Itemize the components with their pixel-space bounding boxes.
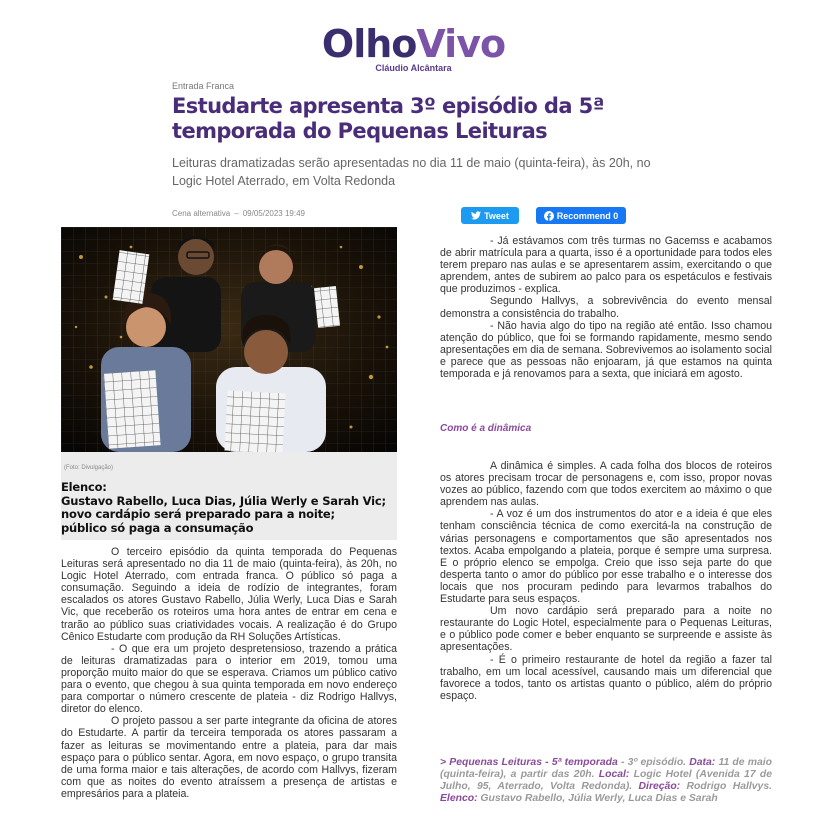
paragraph: - O que era um projeto despretensioso, trazendo a prática de leituras dramatizadas para o interior em 2019, tomou uma proporção muito maior do que se esperava. Criamos um público cativo para o evento, que chegou à sua quinta temporada em novo endereço para comportar o número crescente de plateia - diz Rodrigo Hallvys, diretor do elenco. [61,642,397,716]
cast-caption-line: Gustavo Rabello, Luca Dias, Júlia Werly e Sarah Vic; [61,493,386,508]
logo-subtitle: Cláudio Alcântara [375,63,452,73]
paragraph: - É o primeiro restaurante de hotel da região a fazer tal trabalho, em um local acessível, causando mais um diferencial que favorece a todos, tanto os artistas quanto o público, além do próprio espaço. [440,653,772,702]
cast-caption-line: novo cardápio será preparado para a noite; [61,507,335,521]
byline [172,209,305,218]
paragraph: - Já estávamos com três turmas no Gacemss e acabamos de abrir matrícula para a quarta, isso é a oportunidade para todos eles terem preparo nas aulas e se apresentarem assim, exercitando o que aprendem, antes de subirem ao palco para os espetáculos e festivais que produzimos - explica. [440,235,772,296]
facebook-recommend-button[interactable] [536,207,626,224]
photo-credit: (Foto: Divulgação) [64,465,114,471]
event-info-direction-label: Direção: [638,781,681,792]
site-logo[interactable] [0,22,827,66]
article-body-left [61,546,397,800]
event-info-episode: 3º episódio. [627,757,690,768]
article-body-right-bottom [440,460,772,702]
article-headline: Estudarte apresenta 3º episódio da 5ª temporada do Pequenas Leituras [172,94,604,143]
paragraph: Um novo cardápio será preparado para a noite no restaurante do Logic Hotel, especialmente para o Pequenas Leituras, e o público pode comer e beber enquanto se surpreende e assiste às apresentações. [440,605,772,654]
event-info-date: 11 de maio (quinta-feira), a partir das 20h. [440,757,773,780]
event-info-cast-label: Elenco: [440,793,478,804]
paragraph: A dinâmica é simples. A cada folha dos blocos de roteiros os atores precisam trocar de personagens e, com isso, propor novas vozes ao público, fazendo com que todos exercitem ao máximo o que aprendem nas aulas. [440,460,772,509]
twitter-bird-icon [471,211,481,220]
section-heading: Como é a dinâmica [440,423,532,434]
paragraph: - A voz é um dos instrumentos do ator e a ideia é que eles tenham consciência técnica de como exercitá-la na construção de várias personagens e comportamentos que são apresentados nos textos. Acaba empolgando a plateia, porque é sempre uma surpresa. E o próprio elenco se empolga. Creio que isso seja parte do que desperta tanto o amor do público por esse trabalho e o interesse dos locais que nos procuram pedindo para levarmos trabalhos do Estudarte para seus espaços. [440,508,772,606]
tweet-button[interactable] [461,207,519,224]
paragraph: O terceiro episódio da quinta temporada do Pequenas Leituras será apresentado no dia 11 de maio (quinta-feira), às 20h, no Logic Hotel Aterrado, com entrada franca. O público só paga a consumação. Seguindo a ideia de rodízio de integrantes, foram escalados os atores Gustavo Rabello, Júlia Werly, Luca Dias e Sarah Vic, que receberão os roteiros uma hora antes de entrar em cena e trarão ao público suas criatividades vocais. A realização é do Grupo Cênico Estudarte com produção da RH Soluções Artísticas. [61,546,397,643]
event-info-local-label: Local: [598,769,630,780]
article-photo [61,227,397,452]
section-label[interactable]: Entrada Franca [172,81,235,91]
article-body-right-top [440,235,772,380]
logo-vivo: Vivo [416,22,506,66]
event-info-direction: Rodrigo Hallvys. [680,781,772,792]
article-subheadline: Leituras dramatizadas serão apresentadas no dia 11 de maio (quinta-feira), às 20h, no Logic Hotel Aterrado, em Volta Redonda [172,156,651,188]
publish-date: 09/05/2023 19:49 [242,209,305,218]
cast-caption [61,481,391,535]
event-info-title: > Pequenas Leituras - 5ª temporada [440,757,618,768]
tweet-label: Tweet [484,210,509,221]
paragraph: - Não havia algo do tipo na região até então. Isso chamou atenção do público, que foi se formando rapidamente, mesmo sendo apresentações em dia de semana. Sobrevivemos ao isolamento social e parece que as pessoas não enjoaram, já que estamos na quinta temporada e já renovamos para a sexta, que iniciará em agosto. [440,319,772,381]
event-info-local: Logic Hotel (Avenida 17 de Julho, 95, Aterrado, Volta Redonda). [440,769,772,792]
byline-section[interactable]: Cena alternativa [172,209,231,218]
cast-caption-line: público só paga a consumação [61,520,254,535]
paragraph: O projeto passou a ser parte integrante da oficina de atores do Estudarte. A partir da terceira temporada os atores passaram a fazer as leituras se movimentando entre a plateia, para dar mais espaço para o público sentar. Agora, em novo espaço, o grupo transita de uma forma maior e tais alterações, de acordo com Hallvys, fizeram com que as noites do evento atraíssem a presença de artistas e empresários para a plateia. [61,715,397,800]
cast-photo-illustration [61,227,397,452]
facebook-icon [544,211,554,221]
paragraph: Segundo Hallvys, a sobrevivência do evento mensal demonstra a consistência do trabalho. [440,295,772,320]
logo-olho: Olho [321,22,417,66]
event-info [440,757,772,805]
event-info-date-label: Data: [689,757,716,768]
event-info-cast: Gustavo Rabello, Júlia Werly, Luca Dias e Sarah [477,793,718,804]
event-info-dash: - [617,757,628,768]
byline-separator: – [234,209,239,218]
recommend-label: Recommend 0 [556,210,619,221]
cast-caption-line: Elenco: [61,480,107,494]
